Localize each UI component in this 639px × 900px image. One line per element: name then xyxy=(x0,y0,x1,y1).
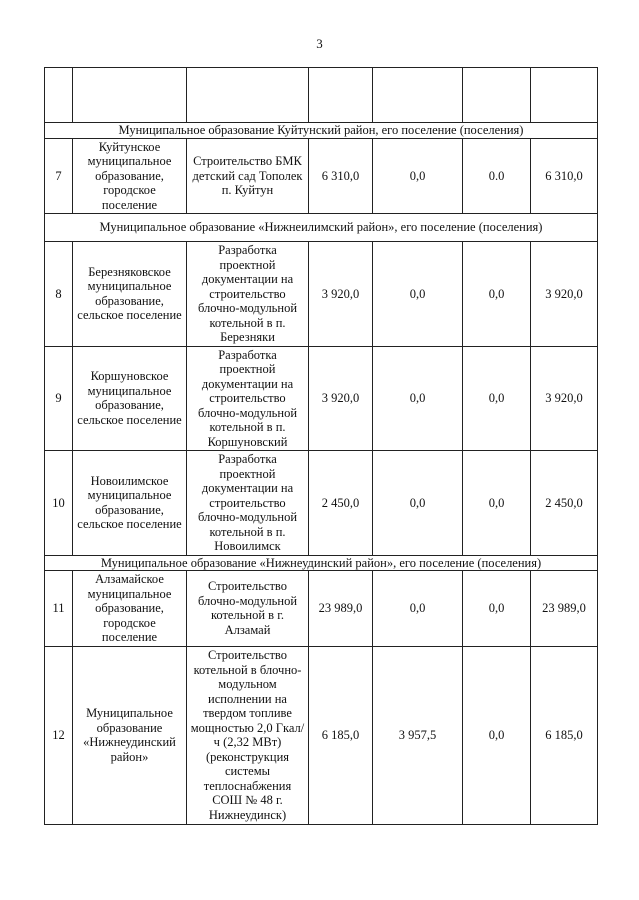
table-row xyxy=(45,451,598,556)
amount-cell-1: 6 310,0 xyxy=(309,138,373,214)
row-number: 12 xyxy=(45,646,73,824)
amount-cell-1: 23 989,0 xyxy=(309,571,373,647)
row-number: 9 xyxy=(45,346,73,451)
group-title: Муниципальное образование «Нижнеудинский район», его поселение (поселения) xyxy=(45,555,598,571)
row-number: 7 xyxy=(45,138,73,214)
municipality-cell: Березняковское муниципальное образование, сельское поселение xyxy=(73,242,187,347)
group-header-row xyxy=(45,123,598,139)
table-cell-empty xyxy=(73,68,187,123)
amount-cell-2: 3 957,5 xyxy=(373,646,463,824)
group-header-row xyxy=(45,555,598,571)
amount-cell-2: 0,0 xyxy=(373,242,463,347)
table-cell-empty xyxy=(309,68,373,123)
table-cell-empty xyxy=(463,68,531,123)
table-cell-empty xyxy=(531,68,598,123)
amount-cell-3: 0,0 xyxy=(463,571,531,647)
municipality-cell: Алзамайское муниципальное образование, городское поселение xyxy=(73,571,187,647)
amount-cell-2: 0,0 xyxy=(373,451,463,556)
amount-cell-4: 3 920,0 xyxy=(531,346,598,451)
object-cell: Разработка проектной документации на строительство блочно-модульной котельной в п. Коршуновский xyxy=(187,346,309,451)
amount-cell-3: 0,0 xyxy=(463,346,531,451)
group-title: Муниципальное образование Куйтунский район, его поселение (поселения) xyxy=(45,123,598,139)
municipality-cell: Куйтунское муниципальное образование, городское поселение xyxy=(73,138,187,214)
row-number: 11 xyxy=(45,571,73,647)
table-cell-empty xyxy=(45,68,73,123)
page-number: 3 xyxy=(316,36,323,51)
amount-cell-3: 0,0 xyxy=(463,242,531,347)
group-title: Муниципальное образование «Нижнеилимский район», его поселение (поселения) xyxy=(45,214,598,242)
row-number: 10 xyxy=(45,451,73,556)
table-row xyxy=(45,242,598,347)
object-cell: Разработка проектной документации на строительство блочно-модульной котельной в п. Березняки xyxy=(187,242,309,347)
object-cell: Строительство котельной в блочно-модульном исполнении на твердом топливе мощностью 2,0 Гкал/ч (2,32 МВт) (реконструкция системы теплоснабжения СОШ № 48 г. Нижнеудинск) xyxy=(187,646,309,824)
amount-cell-3: 0,0 xyxy=(463,646,531,824)
table-row xyxy=(45,346,598,451)
table-row xyxy=(45,646,598,824)
amount-cell-3: 0,0 xyxy=(463,451,531,556)
object-cell: Разработка проектной документации на строительство блочно-модульной котельной в п. Новоилимск xyxy=(187,451,309,556)
amount-cell-3: 0.0 xyxy=(463,138,531,214)
amount-cell-4: 6 310,0 xyxy=(531,138,598,214)
municipality-cell: Коршуновское муниципальное образование, сельское поселение xyxy=(73,346,187,451)
municipality-cell: Муниципальное образование «Нижнеудинский район» xyxy=(73,646,187,824)
amount-cell-1: 3 920,0 xyxy=(309,346,373,451)
table-row-continuation xyxy=(45,68,598,123)
amount-cell-1: 2 450,0 xyxy=(309,451,373,556)
amount-cell-4: 6 185,0 xyxy=(531,646,598,824)
group-header-row xyxy=(45,214,598,242)
table-row xyxy=(45,138,598,214)
amount-cell-2: 0,0 xyxy=(373,346,463,451)
row-number: 8 xyxy=(45,242,73,347)
funding-table xyxy=(44,67,598,825)
amount-cell-1: 3 920,0 xyxy=(309,242,373,347)
amount-cell-4: 3 920,0 xyxy=(531,242,598,347)
table-cell-empty xyxy=(187,68,309,123)
object-cell: Строительство БМК детский сад Тополек п. Куйтун xyxy=(187,138,309,214)
table-row xyxy=(45,571,598,647)
municipality-cell: Новоилимское муниципальное образование, сельское поселение xyxy=(73,451,187,556)
table-cell-empty xyxy=(373,68,463,123)
amount-cell-2: 0,0 xyxy=(373,138,463,214)
object-cell: Строительство блочно-модульной котельной в г. Алзамай xyxy=(187,571,309,647)
amount-cell-1: 6 185,0 xyxy=(309,646,373,824)
amount-cell-2: 0,0 xyxy=(373,571,463,647)
amount-cell-4: 23 989,0 xyxy=(531,571,598,647)
amount-cell-4: 2 450,0 xyxy=(531,451,598,556)
